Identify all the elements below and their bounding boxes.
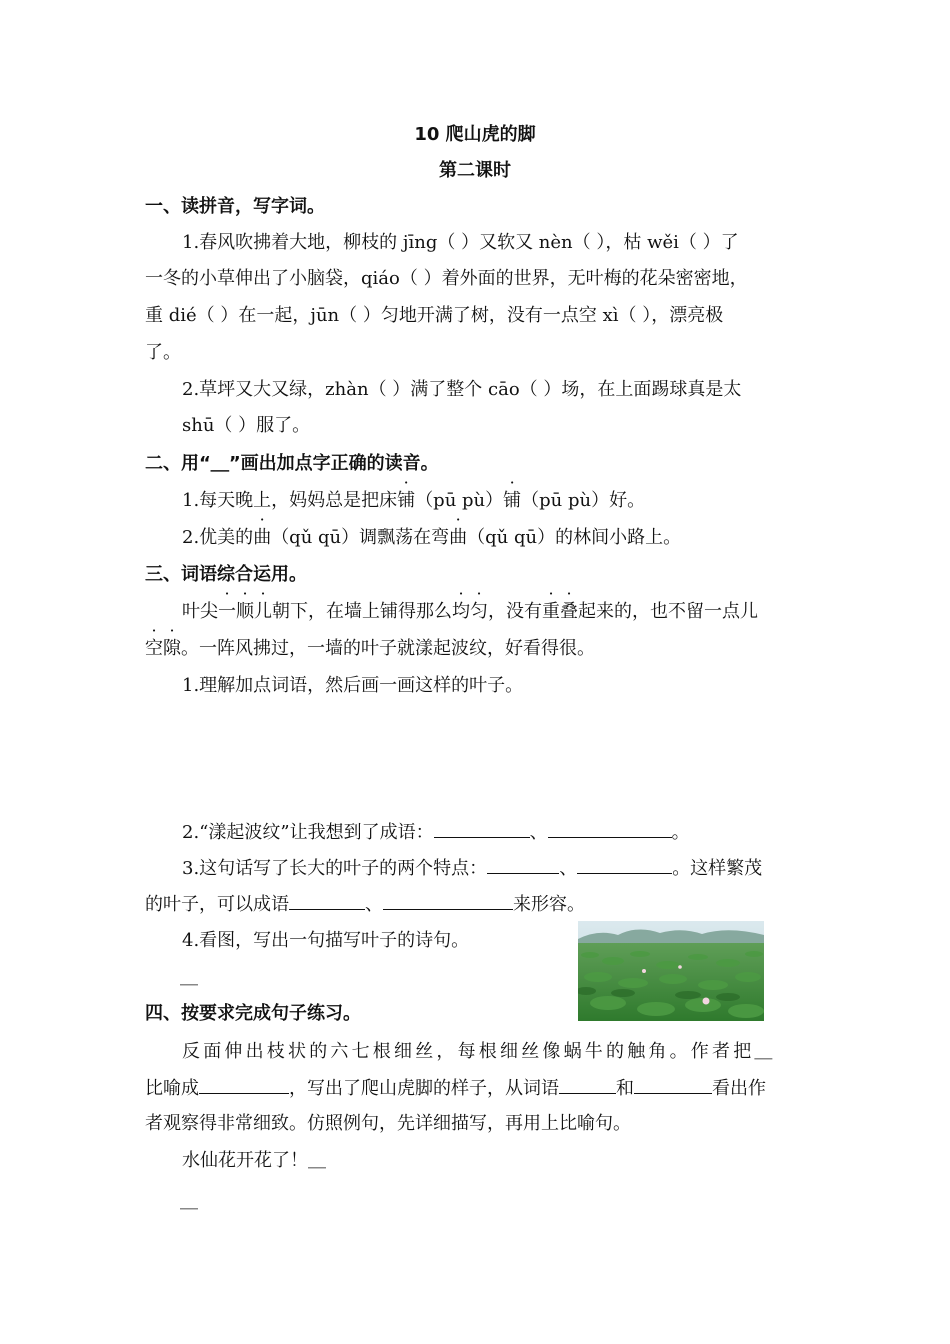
text: 、 bbox=[529, 822, 548, 843]
text: ，写出了爬山虎脚的样子，从词语 bbox=[289, 1078, 559, 1099]
text: 。一阵风拂过，一墙的叶子就漾起波纹，好看得很。 bbox=[181, 638, 595, 659]
s3-question2 bbox=[182, 821, 690, 844]
s3-question1: 1.理解加点词语，然后画一画这样的叶子。 bbox=[182, 675, 524, 696]
emphasis-char: 曲 bbox=[253, 527, 272, 548]
emphasis-char: 曲 bbox=[449, 527, 468, 548]
q1-dotted-char-2 bbox=[503, 490, 521, 511]
s4-line3: 者观察得非常细致。仿照例句，先详细描写，再用上比喻句。 bbox=[145, 1113, 631, 1134]
text: 起来的，也不留一点儿 bbox=[578, 601, 758, 622]
text: 看出作 bbox=[712, 1078, 766, 1099]
s3-question3-cont bbox=[145, 893, 585, 916]
q2-dotted-char bbox=[253, 527, 271, 548]
answer-blank[interactable] bbox=[199, 1077, 289, 1094]
q1-dotted-char bbox=[397, 490, 415, 511]
answer-blank[interactable] bbox=[559, 1077, 616, 1094]
section2-heading: 二、用“＿”画出加点字正确的读音。 bbox=[145, 453, 439, 474]
s3-question4: 4.看图，写出一句描写叶子的诗句。 bbox=[182, 930, 470, 951]
section4-heading: 四、按要求完成句子练习。 bbox=[145, 1003, 361, 1024]
s3-question3 bbox=[182, 857, 762, 880]
q2-options: （qǔ qū）调飘荡在弯 bbox=[271, 527, 450, 548]
answer-blank[interactable] bbox=[634, 1077, 712, 1094]
emphasis-char: 儿 bbox=[254, 601, 272, 622]
s3-passage-line2 bbox=[145, 638, 595, 660]
s4-line1: 反面伸出枝状的六七根细丝，每根细丝像蜗牛的触角。作者把＿ bbox=[182, 1041, 776, 1062]
text: 来形容。 bbox=[513, 894, 585, 915]
q2-dotted-char-2 bbox=[449, 527, 467, 548]
lesson-title: 10 爬山虎的脚 bbox=[414, 124, 536, 145]
emphasis-char: 空 bbox=[145, 638, 163, 659]
q2-text: 2.优美的 bbox=[182, 527, 254, 548]
answer-blank[interactable] bbox=[383, 893, 513, 910]
dotted-word-chongdie bbox=[542, 601, 578, 622]
s1-line2: 一冬的小草伸出了小脑袋，qiáo（ ）着外面的世界，无叶梅的花朵密密地， bbox=[145, 268, 748, 289]
emphasis-char: 一 bbox=[218, 601, 236, 622]
text: 朝下，在墙上铺得那么 bbox=[272, 601, 452, 622]
s3-question4-blank[interactable]: ＿ bbox=[180, 967, 198, 988]
dotted-word-yishuner bbox=[218, 601, 272, 622]
text: 比喻成 bbox=[145, 1078, 199, 1099]
s1-line4: 了。 bbox=[145, 342, 181, 363]
emphasis-char: 叠 bbox=[560, 601, 578, 622]
s1-line3: 重 dié（ ）在一起，jūn（ ）匀地开满了树，没有一点空 xì（ ），漂亮极 bbox=[145, 305, 724, 326]
q1-options: （pū pù） bbox=[415, 490, 504, 511]
answer-blank[interactable] bbox=[487, 857, 559, 874]
text: ，没有 bbox=[488, 601, 542, 622]
emphasis-char: 均 bbox=[452, 601, 470, 622]
s2-question1 bbox=[182, 490, 645, 512]
emphasis-char: 重 bbox=[542, 601, 560, 622]
q2-options-2: （qǔ qū）的林间小路上。 bbox=[467, 527, 682, 548]
s1-line6: shū（ ）服了。 bbox=[182, 415, 311, 436]
s3-passage-line1 bbox=[182, 601, 758, 623]
s1-line5: 2.草坪又大又绿，zhàn（ ）满了整个 cāo（ ）场，在上面踢球真是太 bbox=[182, 379, 742, 400]
emphasis-char: 顺 bbox=[236, 601, 254, 622]
text: 的叶子，可以成语 bbox=[145, 894, 289, 915]
text: 和 bbox=[616, 1078, 634, 1099]
emphasis-char: 隙 bbox=[163, 638, 181, 659]
answer-blank[interactable] bbox=[548, 821, 672, 838]
dotted-word-kongxi bbox=[145, 638, 181, 659]
text: 2.“漾起波纹”让我想到了成语： bbox=[182, 822, 434, 843]
lotus-pond-photo bbox=[578, 921, 764, 1021]
q1-options-2: （pū pù）好。 bbox=[521, 490, 646, 511]
section3-heading: 三、词语综合运用。 bbox=[145, 564, 307, 585]
text: 3.这句话写了长大的叶子的两个特点： bbox=[182, 858, 488, 879]
s4-line2 bbox=[145, 1077, 766, 1100]
lotus-pond-image bbox=[578, 921, 764, 1021]
emphasis-char: 铺 bbox=[397, 490, 416, 511]
s2-question2 bbox=[182, 527, 681, 549]
s4-example[interactable]: 水仙花开花了！＿ bbox=[182, 1150, 326, 1171]
emphasis-char: 铺 bbox=[503, 490, 522, 511]
q1-text: 1.每天晚上，妈妈总是把床 bbox=[182, 490, 398, 511]
text: 。这样繁茂 bbox=[672, 858, 763, 879]
answer-blank[interactable] bbox=[434, 821, 530, 838]
text: 、 bbox=[559, 858, 578, 879]
s4-answer-blank[interactable]: ＿ bbox=[180, 1191, 198, 1212]
text: 、 bbox=[365, 894, 383, 915]
emphasis-char: 匀 bbox=[470, 601, 488, 622]
s1-line1: 1.春风吹拂着大地，柳枝的 jīng（ ）又软又 nèn（ ），枯 wěi（ ）了 bbox=[182, 232, 739, 253]
answer-blank[interactable] bbox=[289, 893, 365, 910]
answer-blank[interactable] bbox=[577, 857, 672, 874]
section1-heading: 一、读拼音，写字词。 bbox=[145, 196, 325, 217]
text: 。 bbox=[671, 822, 690, 843]
text: 叶尖 bbox=[182, 601, 218, 622]
dotted-word-junyun bbox=[452, 601, 488, 622]
lesson-subtitle: 第二课时 bbox=[439, 160, 511, 181]
